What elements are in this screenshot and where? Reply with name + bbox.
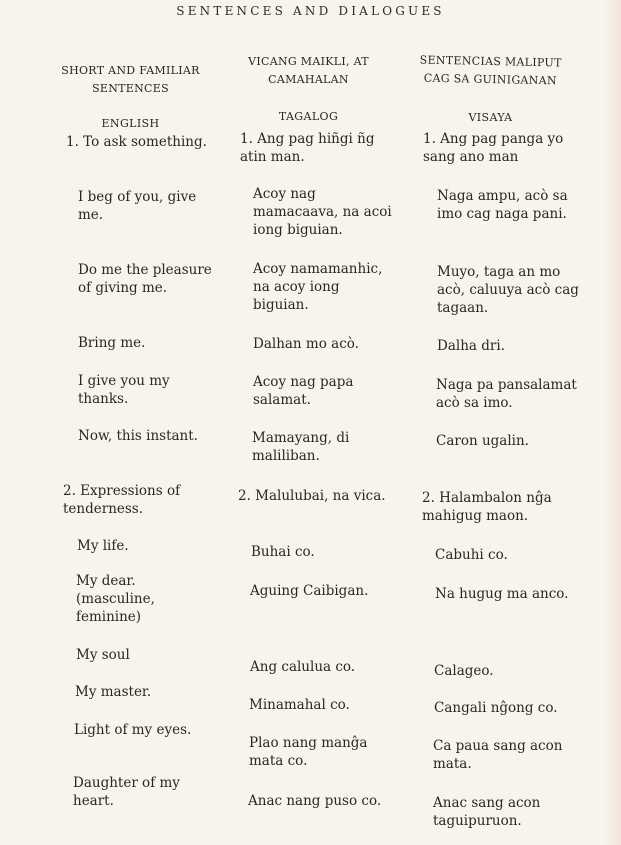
text-line: maliliban. [252, 448, 320, 464]
header-tagalog [226, 53, 391, 89]
text-line: heart. [73, 793, 114, 809]
visaya-cell [436, 376, 577, 412]
text-line: Dalha dri. [437, 338, 505, 354]
visaya-cell [435, 585, 568, 603]
text-line: sang ano man [423, 149, 519, 165]
text-line: I give you my [78, 373, 170, 389]
tagalog-cell [253, 373, 353, 409]
tagalog-cell [249, 734, 367, 770]
text-line: taguipuruon. [433, 813, 522, 829]
text-line: Anac sang acon [433, 795, 541, 811]
text-line: CAG SA GUINIGANAN [423, 71, 557, 88]
tagalog-cell [252, 429, 349, 465]
text-line: Naga pa pansalamat [436, 377, 577, 393]
text-line: me. [78, 207, 104, 223]
text-line: Na hugug ma anco. [435, 586, 569, 602]
visaya-cell [437, 337, 505, 355]
text-line: Acoy nag papa [253, 374, 354, 390]
text-line: of giving me. [78, 280, 168, 296]
text-line: 2. Malulubai, na vica. [238, 488, 386, 504]
text-line: Light of my eyes. [74, 722, 192, 738]
visaya-cell [434, 699, 558, 717]
tagalog-cell [253, 335, 359, 353]
text-line: CAMAHALAN [268, 73, 349, 86]
text-line: Mamayang, di [252, 430, 350, 446]
text-line: tenderness. [63, 501, 144, 517]
text-line: Acoy nag [253, 186, 316, 202]
text-line: Buhai co. [251, 544, 315, 560]
text-line: My soul [76, 647, 130, 663]
english-cell [78, 334, 145, 352]
header-visaya [408, 51, 574, 90]
english-cell [76, 572, 155, 626]
text-line: 1. Ang pag hiñgi ñg [240, 131, 375, 147]
english-cell [73, 774, 180, 810]
english-cell [66, 133, 207, 151]
tagalog-cell [253, 185, 392, 239]
text-line: feminine) [76, 609, 142, 625]
visaya-cell [433, 737, 562, 773]
english-cell [74, 721, 191, 739]
visaya-cell [423, 130, 563, 166]
text-line: Calageo. [434, 663, 494, 679]
text-line: Acoy namamanhic, [253, 261, 383, 277]
text-line: Now, this instant. [78, 428, 198, 444]
text-line: acò, caluuya acò cag [437, 282, 579, 298]
text-line: thanks. [78, 391, 129, 407]
text-line: mata. [433, 756, 472, 772]
english-cell [77, 537, 129, 555]
text-line: tagaan. [437, 300, 489, 316]
text-line: 1. Ang pag panga yo [423, 131, 564, 147]
text-line: My life. [77, 538, 129, 554]
text-line: 2. Halambalon nĝa [422, 490, 552, 506]
text-line: (masculine, [76, 591, 155, 607]
text-line: 2. Expressions of [63, 483, 181, 499]
text-line: Ca paua sang acon [433, 738, 563, 754]
visaya-cell [435, 546, 508, 564]
text-line: Do me the pleasure [78, 262, 212, 278]
english-cell [63, 482, 180, 518]
text-line: Muyo, taga an mo [437, 264, 561, 280]
language-tagalog: TAGALOG [278, 110, 339, 123]
page-title: SENTENCES AND DIALOGUES [176, 4, 445, 18]
visaya-cell [434, 662, 494, 680]
text-line: My dear. [76, 573, 136, 589]
text-line: Bring me. [78, 335, 146, 351]
header-english [48, 62, 213, 98]
visaya-cell [436, 432, 529, 450]
text-line: na acoy iong [253, 279, 340, 295]
text-line: mahigug maon. [422, 508, 529, 524]
tagalog-cell [249, 696, 350, 714]
text-line: Caron ugalin. [436, 433, 529, 449]
english-cell [78, 188, 196, 224]
text-line: Naga ampu, acò sa [437, 188, 568, 204]
tagalog-cell [251, 543, 315, 561]
english-cell [75, 683, 151, 701]
text-line: VICANG MAIKLI, AT [248, 55, 369, 68]
text-line: 1. To ask something. [66, 134, 207, 150]
text-line: iong biguian. [253, 222, 343, 238]
text-line: I beg of you, give [78, 189, 197, 205]
text-line: imo cag naga pani. [437, 206, 567, 222]
english-cell [76, 646, 130, 664]
tagalog-cell [240, 130, 374, 166]
tagalog-cell [250, 582, 368, 600]
text-line: SENTENCES [92, 82, 169, 95]
english-cell [78, 427, 198, 445]
language-english: ENGLISH [101, 117, 160, 130]
tagalog-cell [248, 792, 381, 810]
english-cell [78, 372, 170, 408]
text-line: SHORT AND FAMILIAR [61, 64, 200, 77]
text-line: Minamahal co. [249, 697, 350, 713]
text-line: mamacaava, na acoi [253, 204, 392, 220]
tagalog-cell [250, 658, 355, 676]
text-line: Plao nang manĝa [249, 735, 368, 751]
text-line: Aguing Caibigan. [250, 583, 369, 599]
visaya-cell [437, 187, 568, 223]
tagalog-cell [238, 487, 386, 505]
text-line: salamat. [253, 392, 311, 408]
text-line: My master. [75, 684, 152, 700]
visaya-cell [437, 263, 579, 317]
text-line: atin man. [240, 149, 305, 165]
visaya-cell [433, 794, 540, 830]
text-line: Dalhan mo acò. [253, 336, 359, 352]
tagalog-cell [253, 260, 382, 314]
english-cell [78, 261, 212, 297]
text-line: Cangali nĝong co. [434, 700, 558, 716]
visaya-cell [422, 489, 552, 525]
text-line: SENTENCIAS MALIPUT [419, 53, 562, 70]
page-edge-shadow [603, 0, 621, 845]
text-line: Ang calulua co. [250, 659, 356, 675]
text-line: Cabuhi co. [435, 547, 508, 563]
text-line: Daughter of my [73, 775, 180, 791]
text-line: biguian. [253, 297, 309, 313]
text-line: acò sa imo. [436, 395, 513, 411]
text-line: Anac nang puso co. [248, 793, 382, 809]
text-line: mata co. [249, 753, 308, 769]
language-visaya: VISAYA [468, 111, 513, 124]
